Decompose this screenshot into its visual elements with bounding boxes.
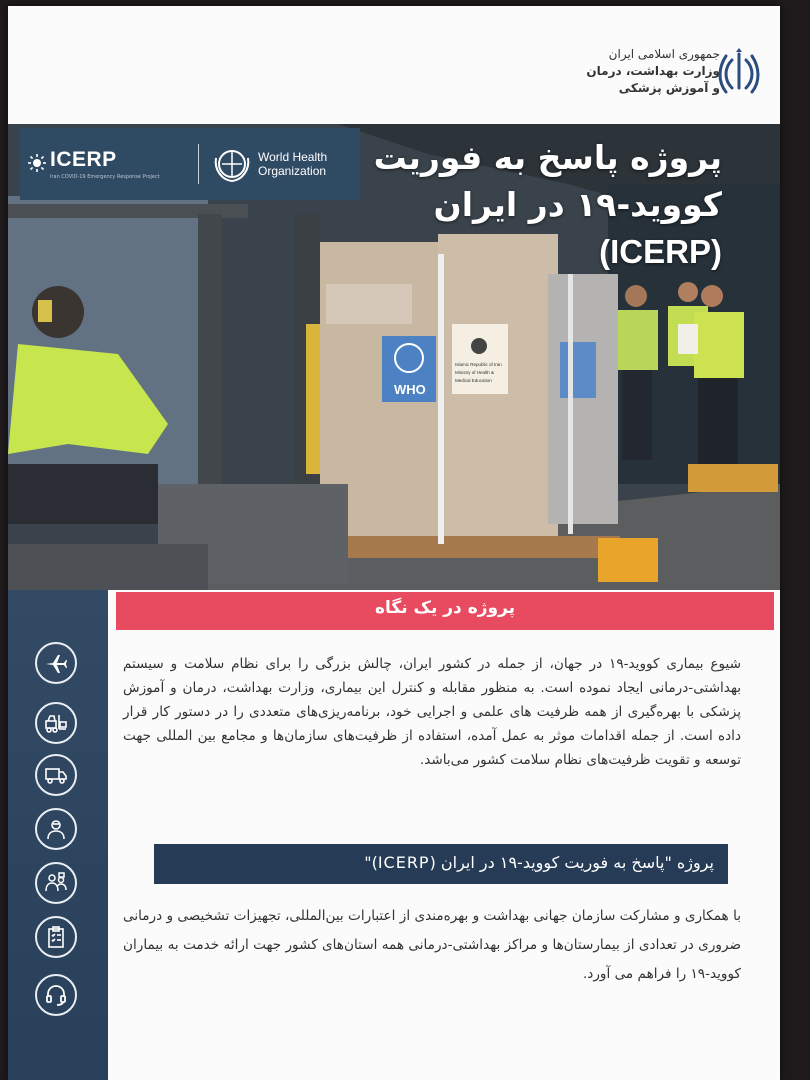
airplane-icon <box>35 642 77 684</box>
ministry-line-1: جمهوری اسلامی ایران <box>608 47 720 61</box>
project-subtitle: پروژه "پاسخ به فوریت کووید-۱۹ در ایران (ICERP)" <box>364 853 714 872</box>
logo-divider <box>198 144 199 184</box>
icon-sidebar <box>8 590 108 1080</box>
intro-paragraph: شیوع بیماری کووید-۱۹ در جهان، از جمله در کشور ایران، چالش بزرگی را برای نظام سلامت و سیستم بهداشتی-درمانی ایجاد نموده است. به منظور مقابله و کنترل این بیماری، وزارت بهداشت، درمان و آموزش پزشکی با بهره‌گیری از همه ظرفیت های علمی و اجرایی خود، برنامه‌ریزی‌های متعددی را در دستور کار قرار داده است. از جمله اقدامات موثر به عمل آمده، استفاده از ظرفیت‌های سازمان‌ها و مجامع بین المللی جهت توسعه و تقویت ظرفیت‌های نظام سلامت کشور می‌باشد. <box>123 656 741 768</box>
section-title: پروژه در یک نگاه <box>374 598 516 618</box>
hero-title-line-1: پروژه پاسخ به فوریت <box>373 138 722 177</box>
box-label-ministry-1: Islamic Republic of Iran <box>455 362 502 367</box>
section-header-bar <box>116 592 774 630</box>
icerp-emblem-icon <box>28 154 46 172</box>
project-paragraph: با همکاری و مشارکت سازمان جهانی بهداشت و بهره‌مندی از اعتبارات بین‌المللی، تجهیزات تشخیصی و درمانی ضروری در تعدادی از بیمارستان‌ها و مراکز بهداشتی-درمانی همه استان‌های کشور جهت ارائه خدمت به بیماران کووید-۱۹ را فراهم می آورد. <box>123 908 741 982</box>
headset-support-icon <box>35 974 77 1016</box>
who-logo-line-1: World Health <box>258 150 328 164</box>
icerp-subtitle: Iran COVID-19 Emergency Response Project <box>50 174 160 180</box>
who-logo-line-2: Organization <box>258 164 327 178</box>
clipboard-checklist-icon <box>35 916 77 958</box>
ministry-name <box>586 46 720 97</box>
hero-title-line-2: کووید-۱۹ در ایران <box>433 185 722 224</box>
ministry-line-2: وزارت بهداشت، درمان <box>586 64 720 78</box>
who-emblem-icon <box>212 144 252 184</box>
hero-title <box>292 134 722 275</box>
ministry-line-3: و آموزش پزشکی <box>618 81 720 95</box>
project-subtitle-box <box>154 844 728 884</box>
box-label-ministry-3: Medical Education <box>455 378 492 383</box>
medical-staff-icon <box>35 808 77 850</box>
hero-photo <box>8 124 780 590</box>
box-label-ministry-2: Ministry of Health & <box>455 370 495 375</box>
box-label-who: WHO <box>394 382 426 397</box>
forklift-icon <box>35 702 77 744</box>
brochure-page <box>8 6 780 1080</box>
icerp-logo: ICERP <box>50 148 117 171</box>
iran-emblem-icon <box>718 48 760 96</box>
delivery-truck-icon <box>35 754 77 796</box>
hero-title-line-3: (ICERP) <box>599 233 722 270</box>
team-icon <box>35 862 77 904</box>
